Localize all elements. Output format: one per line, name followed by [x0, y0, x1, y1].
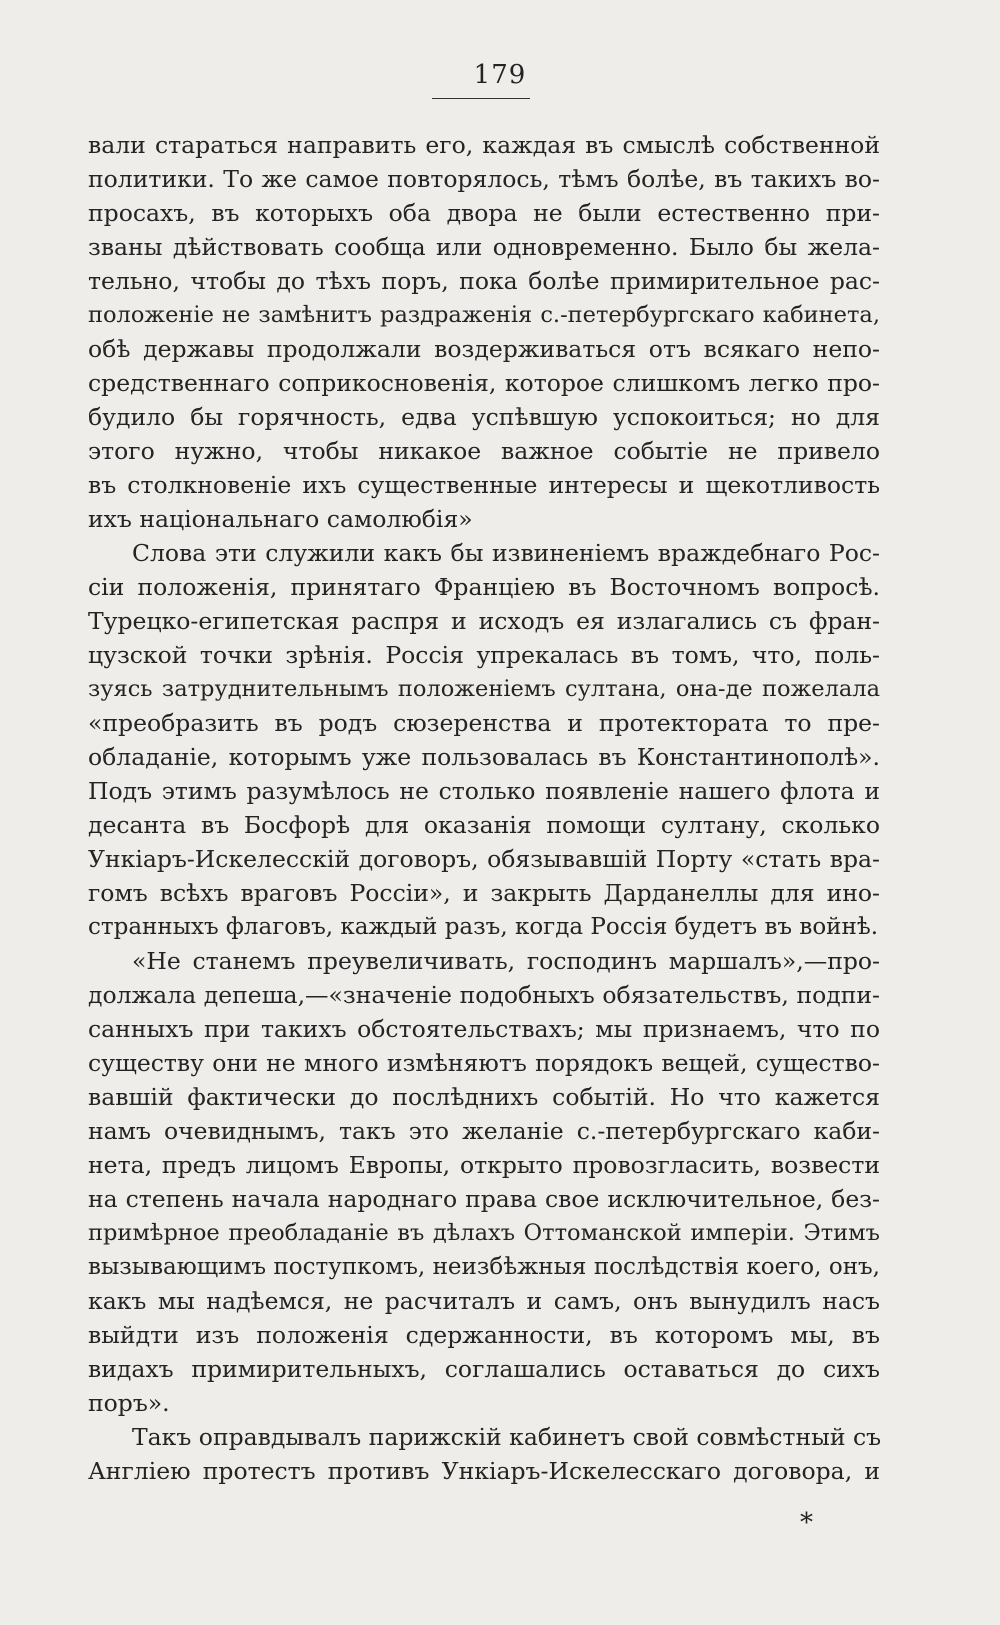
- text-line: будило бы горячность, едва успѣвшую успокоиться; но для: [88, 403, 880, 431]
- text-line: должала депеша,—«значеніе подобныхъ обязательствъ, подпи-: [88, 981, 880, 1009]
- text-line: тельно, чтобы до тѣхъ поръ, пока болѣе примирительное рас-: [88, 267, 880, 295]
- text-line: обѣ державы продолжали воздерживаться отъ всякаго непо-: [88, 335, 880, 363]
- page-number: 179: [473, 60, 527, 90]
- text-line: ихъ національнаго самолюбія»: [88, 505, 473, 533]
- text-line: въ столкновеніе ихъ существенные интересы и щекотливость: [88, 471, 880, 499]
- text-line: обладаніе, которымъ уже пользовалась въ Константинополѣ».: [88, 743, 880, 771]
- text-line: нета, предъ лицомъ Европы, открыто провозгласить, возвести: [88, 1151, 880, 1179]
- paragraph-first-line: Слова эти служили какъ бы извиненіемъ враждебнаго Рос-: [132, 539, 880, 567]
- text-line: примѣрное преобладаніе въ дѣлахъ Оттоманской имперіи. Этимъ: [88, 1220, 880, 1246]
- text-line: Подъ этимъ разумѣлось не столько появленіе нашего флота и: [88, 777, 880, 805]
- text-line: вызывающимъ поступкомъ, неизбѣжныя послѣдствія коего, онъ,: [88, 1254, 880, 1280]
- text-line: средственнаго соприкосновенія, которое слишкомъ легко про-: [88, 369, 880, 397]
- text-line: санныхъ при такихъ обстоятельствахъ; мы признаемъ, что по: [88, 1015, 880, 1043]
- paragraph-first-line: Такъ оправдывалъ парижскій кабинетъ свой совмѣстный съ: [132, 1423, 882, 1451]
- text-line: вавшій фактически до послѣднихъ событій. Но что кажется: [88, 1083, 880, 1111]
- text-line: Ункіаръ-Искелесскій договоръ, обязывавшій Порту «стать вра-: [88, 845, 880, 873]
- text-line: политики. То же самое повторялось, тѣмъ болѣе, въ такихъ во-: [88, 165, 880, 193]
- text-line: цузской точки зрѣнія. Россія упрекалась въ томъ, что, поль-: [88, 641, 880, 669]
- text-line: существу они не много измѣняютъ порядокъ вещей, существо-: [88, 1049, 880, 1077]
- text-line: «преобразить въ родъ сюзеренства и протектората то пре-: [88, 709, 880, 737]
- paragraph-first-line: «Не станемъ преувеличивать, господинъ маршалъ»,—про-: [132, 947, 880, 975]
- text-line: выйдти изъ положенія сдержанности, въ которомъ мы, въ: [88, 1321, 880, 1349]
- text-line: странныхъ флаговъ, каждый разъ, когда Россія будетъ въ войнѣ.: [88, 914, 879, 940]
- signature-mark: *: [800, 1508, 813, 1538]
- body-text: [88, 128, 880, 1488]
- text-line: положеніе не замѣнитъ раздраженія с.-петербургскаго кабинета,: [88, 302, 880, 328]
- text-line: видахъ примирительныхъ, соглашались оставаться до сихъ: [88, 1355, 880, 1383]
- text-line: поръ».: [88, 1389, 170, 1417]
- text-line: зуясь затруднительнымъ положеніемъ султана, она-де пожелала: [88, 676, 880, 702]
- text-line: десанта въ Босфорѣ для оказанія помощи султану, сколько: [88, 811, 880, 839]
- text-line: званы дѣйствовать сообща или одновременно. Было бы жела-: [88, 233, 880, 261]
- text-line: намъ очевиднымъ, такъ это желаніе с.-петербургскаго каби-: [88, 1117, 880, 1145]
- header-rule: [432, 98, 530, 99]
- text-line: Англіею протестъ противъ Ункіаръ-Искелесскаго договора, и: [88, 1457, 880, 1485]
- text-line: Турецко-египетская распря и исходъ ея излагались съ фран-: [88, 607, 880, 635]
- text-line: на степень начала народнаго права свое исключительное, без-: [88, 1185, 880, 1213]
- text-line: какъ мы надѣемся, не расчиталъ и самъ, онъ вынудилъ насъ: [88, 1287, 880, 1315]
- text-line: сіи положенія, принятаго Франціею въ Восточномъ вопросѣ.: [88, 573, 880, 601]
- text-line: вали стараться направить его, каждая въ смыслѣ собственной: [88, 131, 880, 159]
- text-line: гомъ всѣхъ враговъ Россіи», и закрыть Дарданеллы для ино-: [88, 879, 880, 907]
- text-line: просахъ, въ которыхъ оба двора не были естественно при-: [88, 199, 880, 227]
- text-line: этого нужно, чтобы никакое важное событіе не привело: [88, 437, 880, 465]
